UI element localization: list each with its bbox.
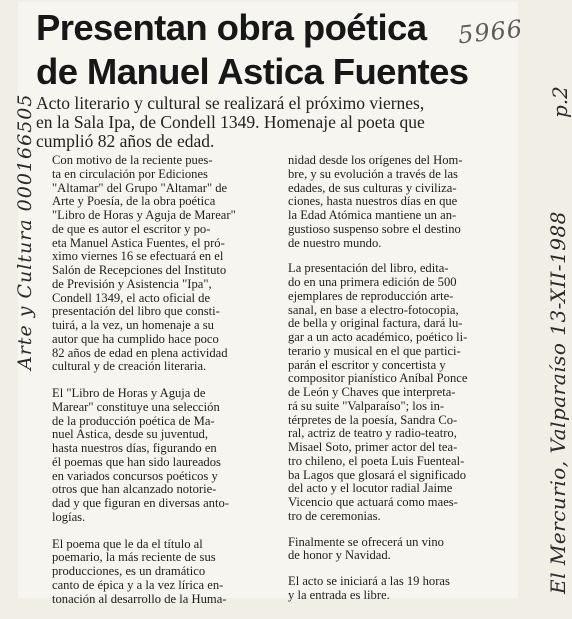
- article-text-line: producciones, es un dramático: [52, 564, 206, 578]
- article-text-line: Misael Soto, primer actor del tea-: [288, 440, 458, 454]
- article-text-line: dad y que figuran en diversas anto-: [52, 496, 229, 510]
- article-text-line: compositor pianístico Aníbal Ponce: [288, 371, 468, 386]
- article-text-line: de nuestro mundo.: [288, 235, 382, 250]
- article-text-line: hasta nuestros días, figurando en: [52, 441, 217, 455]
- article-text-line: El "Libro de Horas y Aguja de: [52, 386, 206, 400]
- article-text-line: tro de ceremonias.: [288, 508, 381, 523]
- article-text-line: terario y musical en el que partici-: [288, 343, 461, 358]
- article-paragraph: [288, 154, 510, 250]
- article-text-line: de que es autor el escritor y po-: [52, 221, 211, 236]
- article-text-line: ciones, hasta nuestros días en que: [288, 194, 458, 209]
- article-text-line: ba Lagos que glosará el significado: [288, 467, 467, 482]
- article-text-line: edades, de sus culturas y civiliza-: [288, 180, 457, 195]
- article-text-line: ximo viernes 16 se efectuará en el: [52, 249, 224, 264]
- article-text-line: nuel Astica, desde su juventud,: [52, 427, 208, 442]
- article-text-line: "Altamar" del Grupo "Altamar" de: [52, 180, 228, 195]
- article-column-right: [288, 154, 510, 615]
- article-text-line: de León y Chaves que interpreta-: [288, 385, 456, 399]
- article-text-line: de Previsión y Asistencia "Ipa",: [52, 276, 212, 291]
- article-text-line: 82 años de edad en plena actividad: [52, 345, 228, 360]
- article-paragraph: [52, 154, 288, 374]
- article-text-line: Vicencio que actuará como maes-: [288, 495, 458, 509]
- article-text-line: bre, y su evolución a través de las: [288, 166, 458, 181]
- article-text-line: ral, actriz de teatro y radio-teatro,: [288, 426, 457, 441]
- headline-line-2: de Manuel Astica Fuentes: [36, 51, 469, 92]
- article-text-line: El poema que le da el título al: [52, 536, 203, 551]
- article-paragraph: [52, 387, 288, 525]
- subheadline-line-1: Acto literario y cultural se realizará el próximo viernes,: [36, 93, 425, 113]
- article-text-line: tonación al desarrollo de la Huma-: [52, 591, 227, 606]
- article-text-line: de honor y Navidad.: [288, 548, 391, 563]
- handwritten-section-note: Arte y Cultura 000166505: [14, 93, 36, 370]
- article-text-line: otros que han alcanzado notorie-: [52, 482, 217, 497]
- article-text-line: tro chileno, el poeta Luis Fuenteal-: [288, 453, 465, 468]
- article-paragraph: [288, 575, 510, 603]
- subheadline: [36, 94, 514, 151]
- article-text-line: Con motivo de la reciente pues-: [52, 153, 213, 167]
- article-text-line: cultural y de creación literaria.: [52, 359, 207, 374]
- article-text-line: eta Manuel Astica Fuentes, el pró-: [52, 235, 225, 250]
- article-text-line: del acto y el locutor radial Jaime: [288, 481, 453, 496]
- article-paragraph: [288, 262, 510, 523]
- article-text-line: sanal, en base a electro-fotocopia,: [288, 302, 459, 317]
- article-text-line: presentación del libro que consti-: [52, 304, 220, 319]
- article-text-line: Arte y Poesía, de la obra poética: [52, 194, 216, 209]
- article-text-line: Marear" constituye una selección: [52, 399, 220, 414]
- article-text-line: de la producción poética de Ma-: [52, 413, 215, 428]
- article-text-line: canto de épica y a la vez lírica en-: [52, 577, 224, 592]
- article-text-line: ejemplares de reproducción arte-: [288, 288, 454, 303]
- article-text-line: él poemas que han sido laureados: [52, 454, 221, 469]
- article-text-line: ta en circulación por Ediciones: [52, 166, 208, 181]
- article-text-line: tuirá, a la vez, un homenaje a su: [52, 318, 214, 332]
- article-column-left: [52, 154, 288, 619]
- article-text-line: poemario, la más reciente de sus: [52, 550, 216, 565]
- article-text-line: parán el escritor y concertista y: [288, 357, 446, 372]
- article-text-line: la Edad Atómica mantiene un an-: [288, 208, 457, 222]
- article-text-line: "Libro de Horas y Aguja de Marear": [52, 208, 236, 222]
- handwritten-archive-number: 5966: [456, 14, 525, 50]
- handwritten-page-mark: p.2: [548, 86, 572, 118]
- article-text-line: logías.: [52, 509, 86, 524]
- article-text-line: y la entrada es libre.: [288, 587, 390, 602]
- article-text-line: de bella y original factura, dará lu-: [288, 316, 463, 331]
- article-text-line: autor que ha cumplido hace poco: [52, 331, 219, 346]
- article-text-line: rá su suite "Valparaíso"; los in-: [288, 398, 445, 413]
- article-text-line: gustioso suspenso sobre el destino: [288, 221, 461, 236]
- article-text-line: El acto se iniciará a las 19 horas: [288, 574, 450, 588]
- subheadline-line-2: en la Sala Ipa, de Condell 1349. Homenaje al poeta que: [36, 112, 425, 132]
- article-text-line: térpretes de la poesía, Sandra Co-: [288, 412, 458, 427]
- headline: [36, 6, 476, 94]
- article-text-line: Condell 1349, el acto oficial de: [52, 290, 211, 305]
- subheadline-line-3: cumplió 82 años de edad.: [36, 131, 215, 151]
- article-text-line: Finalmente se ofrecerá un vino: [288, 534, 444, 549]
- article-text-line: nidad desde los orígenes del Hom-: [288, 153, 463, 167]
- headline-line-1: Presentan obra poética: [36, 7, 427, 48]
- article-paragraph: [288, 536, 510, 564]
- article-text-line: La presentación del libro, edita-: [288, 261, 449, 276]
- handwritten-source-note: El Mercurio, Valparaíso 13-XII-1988: [546, 211, 570, 594]
- article-text-line: do en una primera edición de 500: [288, 275, 457, 289]
- article-text-line: en variados concursos poéticos y: [52, 468, 218, 483]
- article-paragraph: [52, 538, 288, 607]
- article-text-line: gar a un acto académico, poético li-: [288, 330, 468, 344]
- article-text-line: Salón de Recepciones del Instituto: [52, 263, 227, 277]
